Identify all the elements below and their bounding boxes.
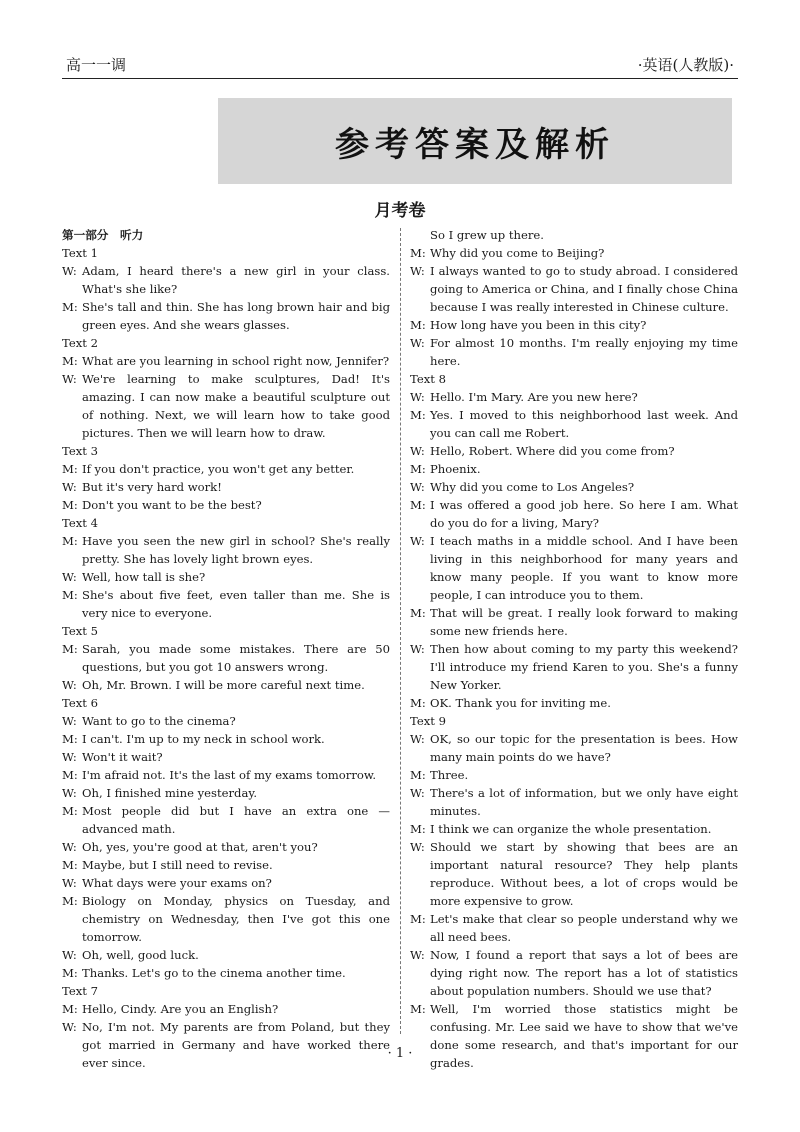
speaker-label: M: — [410, 696, 426, 710]
dialogue-line — [410, 388, 738, 406]
speaker-label: W: — [410, 534, 425, 548]
speaker-label: W: — [62, 1020, 77, 1034]
dialogue-text: Oh, yes, you're good at that, aren't you? — [82, 840, 318, 854]
dialogue-line — [62, 964, 390, 982]
title-banner — [218, 98, 732, 184]
dialogue-text: I'm afraid not. It's the last of my exams tomorrow. — [82, 768, 377, 782]
dialogue-line — [62, 460, 390, 478]
dialogue-text: That will be great. I really look forward to making some new friends here. — [430, 606, 738, 638]
dialogue-text: Should we start by showing that bees are an important natural resource? They help plants reproduce. Without bees, a lot of crops would be more expensive to grow. — [430, 840, 738, 908]
dialogue-text: Biology on Monday, physics on Tuesday, and chemistry on Wednesday, then I've got this one tomorrow. — [82, 894, 390, 944]
dialogue-line — [62, 298, 390, 334]
header-subject: ·英语(人教版)· — [637, 56, 734, 74]
speaker-label: W: — [410, 840, 425, 854]
dialogue-line — [62, 946, 390, 964]
speaker-label: M: — [62, 300, 78, 314]
dialogue-line — [410, 442, 738, 460]
dialogue-text: Why did you come to Los Angeles? — [430, 480, 635, 494]
speaker-label: M: — [62, 354, 78, 368]
dialogue-line — [410, 730, 738, 766]
dialogue-line — [62, 802, 390, 838]
speaker-label: W: — [410, 786, 425, 800]
dialogue-text: Hello. I'm Mary. Are you new here? — [430, 390, 638, 404]
page-title: 参考答案及解析 — [335, 124, 615, 165]
left-column — [62, 226, 390, 1072]
dialogue-text: What are you learning in school right now, Jennifer? — [82, 354, 390, 368]
dialogue-line — [62, 712, 390, 730]
dialogue-text: Then how about coming to my party this weekend? I'll introduce my friend Karen to you. She's a funny New Yorker. — [430, 642, 738, 692]
dialogue-text: I can't. I'm up to my neck in school work. — [82, 732, 325, 746]
dialogue-text: How long have you been in this city? — [430, 318, 647, 332]
speaker-label: M: — [62, 858, 78, 872]
page-number: · 1 · — [387, 1046, 413, 1061]
speaker-label: W: — [410, 948, 425, 962]
dialogue-line — [410, 946, 738, 1000]
dialogue-text: Oh, well, good luck. — [82, 948, 199, 962]
page-subtitle: 月考卷 — [374, 201, 426, 221]
dialogue-line — [62, 874, 390, 892]
dialogue-text: Don't you want to be the best? — [82, 498, 262, 512]
dialogue-line — [62, 892, 390, 946]
speaker-label: M: — [62, 804, 78, 818]
dialogue-text: Let's make that clear so people understand why we all need bees. — [430, 912, 738, 944]
dialogue-text: I always wanted to go to study abroad. I considered going to America or China, and I finally chose China because I was really interested in Chinese culture. — [430, 264, 738, 314]
speaker-label: M: — [62, 642, 78, 656]
dialogue-text: I think we can organize the whole presentation. — [430, 822, 712, 836]
dialogue-text: There's a lot of information, but we only have eight minutes. — [430, 786, 738, 818]
speaker-label: M: — [410, 408, 426, 422]
speaker-label: W: — [62, 480, 77, 494]
dialogue-text: Maybe, but I still need to revise. — [82, 858, 273, 872]
speaker-label: M: — [410, 912, 426, 926]
speaker-label: W: — [62, 786, 77, 800]
dialogue-text: Thanks. Let's go to the cinema another time. — [82, 966, 346, 980]
speaker-label: W: — [62, 840, 77, 854]
dialogue-line — [410, 694, 738, 712]
speaker-label: M: — [62, 498, 78, 512]
dialogue-line — [410, 532, 738, 604]
dialogue-line — [62, 478, 390, 496]
dialogue-text: Now, I found a report that says a lot of bees are dying right now. The report has a lot of statistics about population numbers. Should we use that? — [430, 948, 738, 998]
speaker-label: M: — [62, 768, 78, 782]
dialogue-text: Sarah, you made some mistakes. There are 50 questions, but you got 10 answers wrong. — [82, 642, 390, 674]
dialogue-line — [410, 838, 738, 910]
dialogue-line — [62, 640, 390, 676]
speaker-label: W: — [410, 732, 425, 746]
dialogue-line — [410, 640, 738, 694]
speaker-label: M: — [410, 606, 426, 620]
dialogue-text: Yes. I moved to this neighborhood last week. And you can call me Robert. — [430, 408, 738, 440]
dialogue-text: No, I'm not. My parents are from Poland, but they got married in Germany and have worked there ever since. — [82, 1020, 390, 1070]
dialogue-line — [62, 784, 390, 802]
speaker-label: W: — [410, 336, 425, 350]
dialogue-text: Most people did but I have an extra one — advanced math. — [82, 804, 390, 836]
speaker-label: W: — [62, 678, 77, 692]
speaker-label: M: — [62, 732, 78, 746]
text-heading: Text 3 — [62, 444, 98, 458]
dialogue-line — [62, 1018, 390, 1072]
text-heading: Text 1 — [62, 246, 98, 260]
dialogue-line — [62, 532, 390, 568]
speaker-label: M: — [62, 588, 78, 602]
dialogue-text: Won't it wait? — [82, 750, 163, 764]
speaker-label: W: — [410, 444, 425, 458]
text-heading: Text 5 — [62, 624, 98, 638]
dialogue-line — [410, 316, 738, 334]
dialogue-text: Oh, I finished mine yesterday. — [82, 786, 258, 800]
dialogue-line — [62, 730, 390, 748]
speaker-label: W: — [410, 480, 425, 494]
speaker-label: M: — [62, 1002, 78, 1016]
dialogue-text: I was offered a good job here. So here I am. What do you do for a living, Mary? — [430, 498, 738, 530]
dialogue-text: What days were your exams on? — [82, 876, 272, 890]
speaker-label: M: — [62, 966, 78, 980]
dialogue-line — [62, 676, 390, 694]
dialogue-text: She's tall and thin. She has long brown hair and big green eyes. And she wears glasses. — [82, 300, 390, 332]
dialogue-line — [410, 1000, 738, 1072]
speaker-label: W: — [410, 264, 425, 278]
dialogue-line — [410, 496, 738, 532]
dialogue-line — [410, 262, 738, 316]
speaker-label: W: — [62, 948, 77, 962]
dialogue-line — [62, 262, 390, 298]
dialogue-text: Well, I'm worried those statistics might be confusing. Mr. Lee said we have to show that we've done some research, and that's important for our grades. — [430, 1002, 738, 1070]
dialogue-line — [62, 352, 390, 370]
dialogue-text: She's about five feet, even taller than me. She is very nice to everyone. — [82, 588, 390, 620]
dialogue-line — [410, 910, 738, 946]
dialogue-line — [62, 766, 390, 784]
dialogue-continuation: So I grew up there. — [430, 228, 544, 242]
dialogue-text: Why did you come to Beijing? — [430, 246, 605, 260]
dialogue-text: We're learning to make sculptures, Dad! It's amazing. I can now make a beautiful sculpture out of nothing. Next, we will learn how to take good pictures. Then we will learn how to draw. — [82, 372, 390, 440]
text-heading: Text 7 — [62, 984, 98, 998]
column-divider — [400, 228, 401, 1034]
speaker-label: W: — [62, 876, 77, 890]
speaker-label: W: — [62, 714, 77, 728]
dialogue-line — [410, 244, 738, 262]
speaker-label: M: — [62, 462, 78, 476]
speaker-label: W: — [62, 264, 77, 278]
dialogue-text: But it's very hard work! — [82, 480, 222, 494]
text-heading: Text 6 — [62, 696, 98, 710]
dialogue-text: Hello, Robert. Where did you come from? — [430, 444, 675, 458]
dialogue-line — [410, 478, 738, 496]
text-heading: Text 2 — [62, 336, 98, 350]
dialogue-line — [410, 604, 738, 640]
dialogue-line — [62, 496, 390, 514]
dialogue-line — [410, 820, 738, 838]
dialogue-text: Three. — [430, 768, 469, 782]
text-heading: Text 8 — [410, 372, 446, 386]
dialogue-line — [62, 370, 390, 442]
dialogue-line — [410, 784, 738, 820]
dialogue-text: Want to go to the cinema? — [82, 714, 236, 728]
speaker-label: M: — [410, 768, 426, 782]
speaker-label: M: — [410, 1002, 426, 1016]
header-grade: 高一一调 — [66, 56, 127, 74]
dialogue-line — [410, 460, 738, 478]
speaker-label: W: — [410, 642, 425, 656]
speaker-label: W: — [62, 372, 77, 386]
dialogue-text: Adam, I heard there's a new girl in your class. What's she like? — [82, 264, 390, 296]
dialogue-text: If you don't practice, you won't get any better. — [82, 462, 355, 476]
speaker-label: W: — [410, 390, 425, 404]
dialogue-line — [410, 406, 738, 442]
dialogue-text: Oh, Mr. Brown. I will be more careful next time. — [82, 678, 365, 692]
page-header — [62, 52, 738, 79]
dialogue-text: Well, how tall is she? — [82, 570, 206, 584]
speaker-label: W: — [62, 570, 77, 584]
dialogue-line — [62, 1000, 390, 1018]
speaker-label: M: — [410, 498, 426, 512]
dialogue-line — [62, 838, 390, 856]
speaker-label: M: — [410, 318, 426, 332]
right-column — [410, 226, 738, 1072]
dialogue-text: OK, so our topic for the presentation is bees. How many main points do we have? — [430, 732, 738, 764]
text-heading: Text 4 — [62, 516, 98, 530]
speaker-label: M: — [410, 822, 426, 836]
dialogue-line — [62, 856, 390, 874]
dialogue-line — [62, 748, 390, 766]
dialogue-line — [410, 334, 738, 370]
dialogue-text: I teach maths in a middle school. And I have been living in this neighborhood for many years and know many people. If you want to know more people, I can introduce you to them. — [430, 534, 738, 602]
speaker-label: M: — [410, 462, 426, 476]
dialogue-line — [62, 586, 390, 622]
speaker-label: M: — [62, 534, 78, 548]
dialogue-text: Hello, Cindy. Are you an English? — [82, 1002, 279, 1016]
section-heading: 第一部分 听力 — [62, 228, 144, 242]
text-heading: Text 9 — [410, 714, 446, 728]
dialogue-text: Phoenix. — [430, 462, 481, 476]
dialogue-line — [62, 568, 390, 586]
speaker-label: M: — [410, 246, 426, 260]
dialogue-text: OK. Thank you for inviting me. — [430, 696, 611, 710]
speaker-label: W: — [62, 750, 77, 764]
dialogue-text: Have you seen the new girl in school? She's really pretty. She has lovely light brown eyes. — [82, 534, 390, 566]
dialogue-line — [410, 766, 738, 784]
dialogue-text: For almost 10 months. I'm really enjoying my time here. — [430, 336, 738, 368]
speaker-label: M: — [62, 894, 78, 908]
